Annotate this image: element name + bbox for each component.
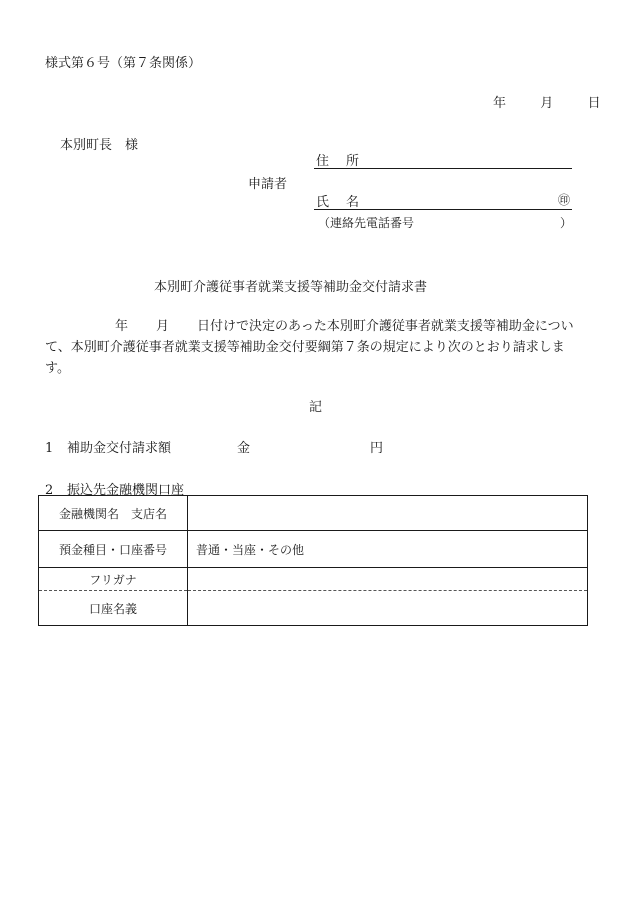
body-year: 年 (115, 319, 129, 334)
bank-branch-value[interactable] (188, 496, 588, 531)
item2-number: 2 (45, 483, 54, 498)
seal-icon: ㊞ (557, 193, 570, 207)
date-year: 年 (493, 96, 507, 111)
phone-label: （連絡先電話番号 (318, 216, 415, 230)
ki-heading: 記 (309, 400, 323, 415)
name-field[interactable] (314, 191, 572, 210)
account-holder-label: 口座名義 (39, 591, 188, 626)
account-type-label: 預金種目・口座番号 (39, 531, 188, 568)
item1-label: 補助金交付請求額 (67, 441, 172, 456)
address-field[interactable] (314, 150, 572, 169)
bank-branch-label: 金融機関名 支店名 (39, 496, 188, 531)
body-text: 日付けで決定のあった本別町介護従事者就業支援等補助金について、本別町介護従事者就業支援等補助金交付要綱第７条の規定により次のとおり請求します。 (45, 319, 574, 376)
item-request-amount (45, 437, 384, 456)
furigana-label: フリガナ (39, 568, 188, 591)
phone-close-paren: ） (560, 216, 573, 230)
yen-label: 円 (370, 441, 384, 456)
name-label: 氏 名 (316, 195, 362, 210)
form-number: 様式第６号（第７条関係） (45, 56, 202, 71)
body-paragraph (45, 316, 587, 379)
table-row (39, 496, 588, 531)
table-row (39, 568, 588, 591)
body-month: 月 (156, 319, 170, 334)
amount-label: 金 (237, 441, 251, 456)
bank-account-table (38, 495, 588, 626)
account-type-value[interactable]: 普通・当座・その他 (188, 531, 588, 568)
item1-number: 1 (45, 441, 54, 456)
furigana-value[interactable] (188, 568, 588, 591)
address-label: 住 所 (316, 154, 362, 169)
table-row (39, 591, 588, 626)
document-title: 本別町介護従事者就業支援等補助金交付請求書 (154, 280, 428, 295)
date-month: 月 (540, 96, 554, 111)
date-day: 日 (587, 96, 601, 111)
date-line (493, 92, 601, 111)
recipient: 本別町長 様 (60, 138, 139, 153)
applicant-label: 申請者 (248, 177, 288, 192)
item2-label: 振込先金融機関口座 (67, 483, 185, 498)
account-holder-value[interactable] (188, 591, 588, 626)
table-row (39, 531, 588, 568)
